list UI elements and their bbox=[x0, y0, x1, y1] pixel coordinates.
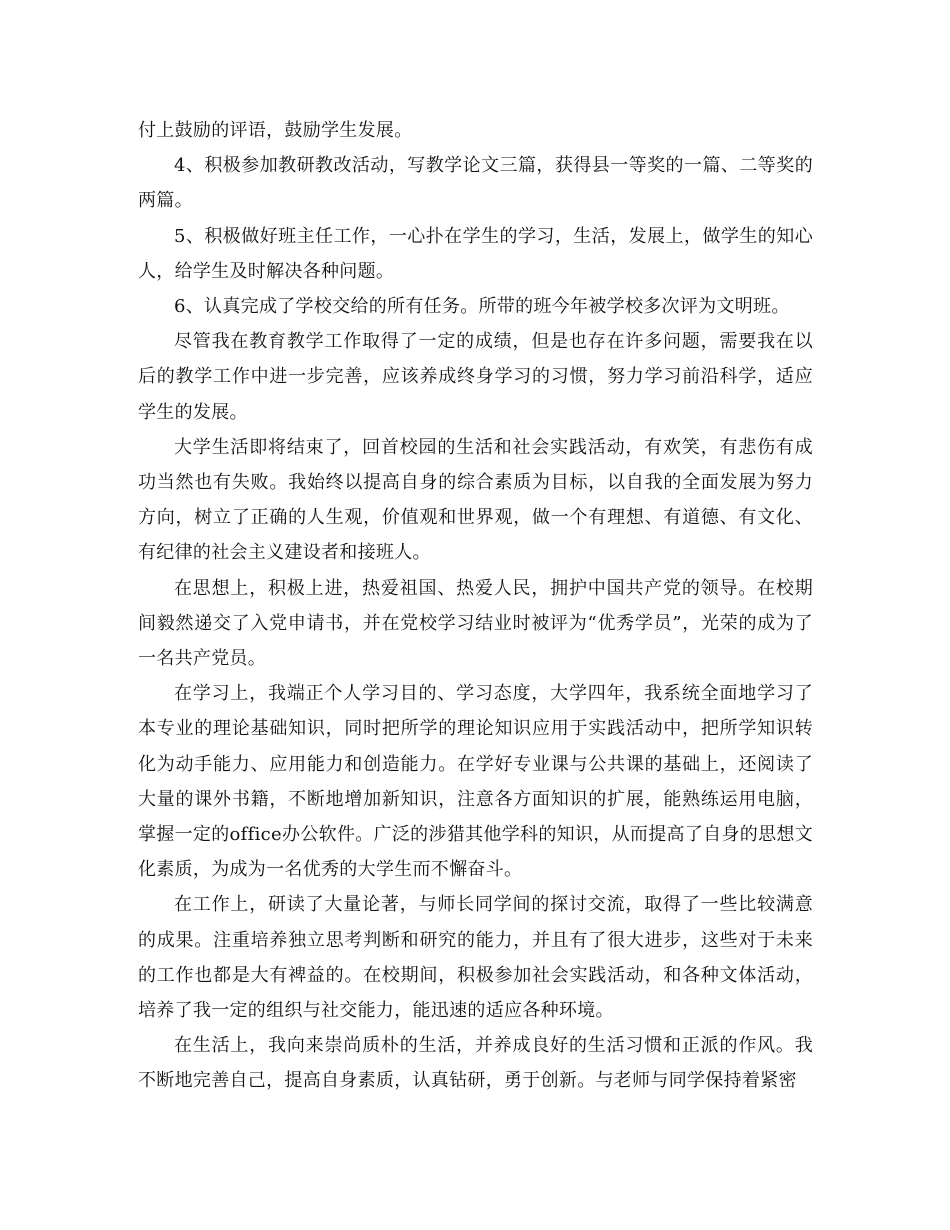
paragraph-continuation: 付上鼓励的评语，鼓励学生发展。 bbox=[138, 120, 413, 141]
paragraph-item-5: 5、积极做好班主任工作，一心扑在学生的学习，生活，发展上，做学生的知心人，给学生及时解决各种问题。 bbox=[138, 225, 813, 282]
paragraph-work: 在工作上，研读了大量论著，与师长同学间的探讨交流，取得了一些比较满意的成果。注重培养独立思考判断和研究的能力，并且有了很大进步，这些对于未来的工作也都是大有裨益的。在校期间，积极参加社会实践活动，和各种文体活动，培养了我一定的组织与社交能力，能迅速的适应各种环境。 bbox=[138, 894, 813, 1022]
paragraph-life: 在生活上，我向来崇尚质朴的生活，并养成良好的生活习惯和正派的作风。我不断地完善自己，提高自身素质，认真钻研，勇于创新。与老师与同学保持着紧密 bbox=[138, 1035, 813, 1092]
paragraph-item-4: 4、积极参加教研教改活动，写教学论文三篇，获得县一等奖的一篇、二等奖的两篇。 bbox=[138, 155, 813, 212]
paragraph-study: 在学习上，我端正个人学习目的、学习态度，大学四年，我系统全面地学习了本专业的理论基础知识，同时把所学的理论知识应用于实践活动中，把所学知识转化为动手能力、应用能力和创造能力。在学好专业课与公共课的基础上，还阅读了大量的课外书籍，不断地增加新知识，注意各方面知识的扩展，能熟练运用电脑，掌握一定的office办公软件。广泛的涉猎其他学科的知识，从而提高了自身的思想文化素质，为成为一名优秀的大学生而不懈奋斗。 bbox=[138, 683, 813, 881]
paragraph-college-life: 大学生活即将结束了，回首校园的生活和社会实践活动，有欢笑，有悲伤有成功当然也有失败。我始终以提高自身的综合素质为目标，以自我的全面发展为努力方向，树立了正确的人生观，价值观和世界观，做一个有理想、有道德、有文化、有纪律的社会主义建设者和接班人。 bbox=[138, 436, 813, 564]
paragraph-shortcomings: 尽管我在教育教学工作取得了一定的成绩，但是也存在许多问题，需要我在以后的教学工作中进一步完善，应该养成终身学习的习惯，努力学习前沿科学，适应学生的发展。 bbox=[138, 331, 813, 423]
document-body bbox=[138, 113, 813, 1099]
paragraph-item-6: 6、认真完成了学校交给的所有任务。所带的班今年被学校多次评为文明班。 bbox=[174, 296, 790, 318]
paragraph-ideology: 在思想上，积极上进，热爱祖国、热爱人民，拥护中国共产党的领导。在校期间毅然递交了入党申请书，并在党校学习结业时被评为“优秀学员”，光荣的成为了一名共产党员。 bbox=[138, 577, 813, 670]
